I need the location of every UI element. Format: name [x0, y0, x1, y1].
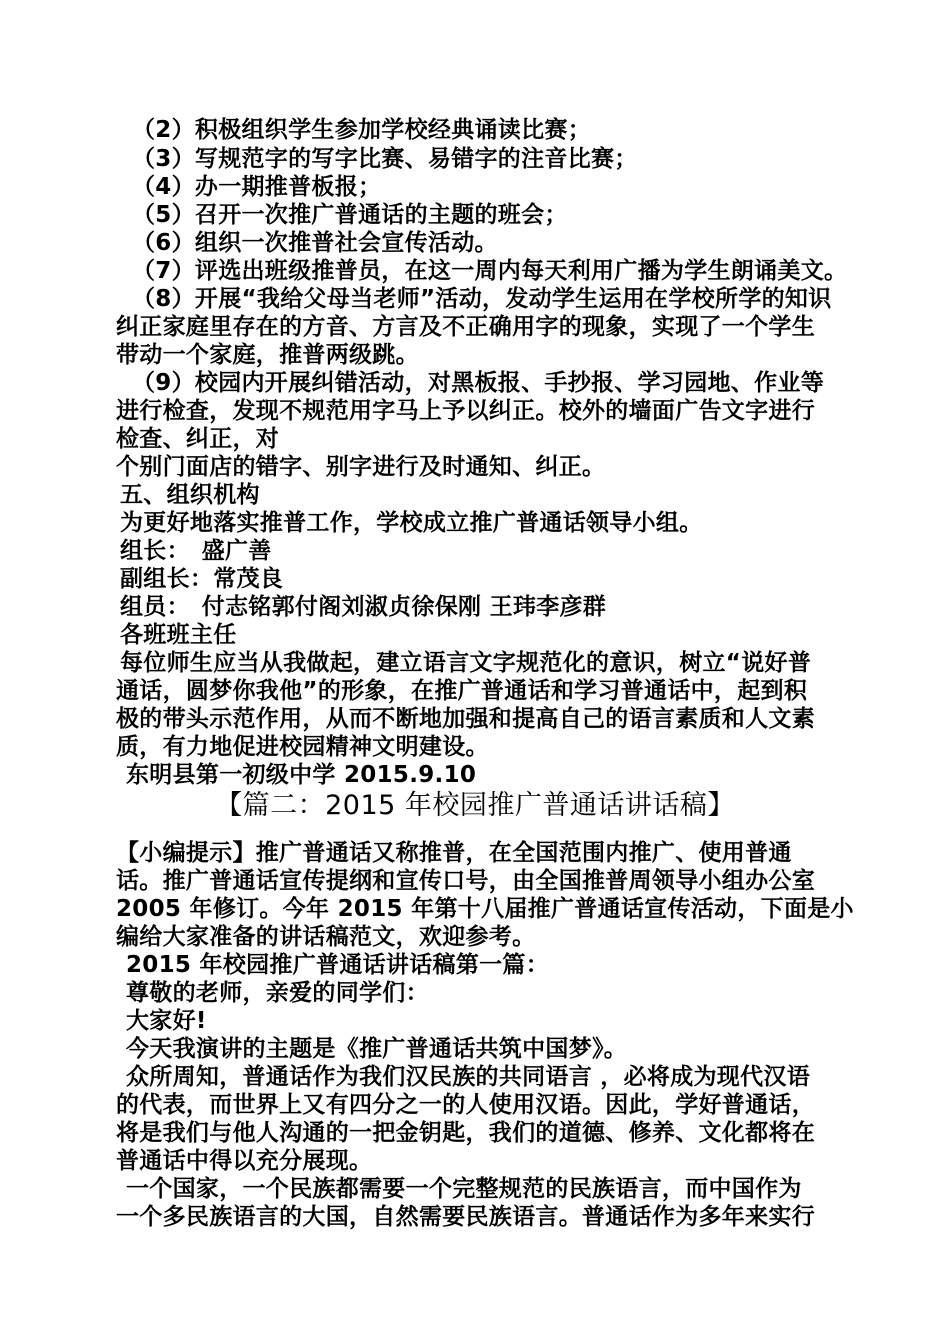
- paragraph-line: 组长： 盛广善: [120, 538, 272, 564]
- paragraph-line: 进行检查，发现不规范用字马上予以纠正。校外的墙面广告文字进行: [116, 398, 815, 424]
- list-item: （5）召开一次推广普通话的主题的班会；: [132, 202, 568, 228]
- paragraph-line: 【小编提示】推广普通话又称推普，在全国范围内推广、使用普通: [116, 840, 792, 866]
- paragraph-line: 通话，圆梦你我他”的形象，在推广普通话和学习普通话中，起到积: [116, 678, 808, 704]
- paragraph-line: 纠正家庭里存在的方音、方言及不正确用字的现象，实现了一个学生: [116, 314, 815, 340]
- list-item: （9）校园内开展纠错活动，对黑板报、手抄报、学习园地、作业等: [132, 370, 825, 396]
- list-item: （3）写规范字的写字比赛、易错字的注音比赛；: [132, 146, 638, 172]
- paragraph-line: 2005 年修订。今年 2015 年第十八届推广普通话宣传活动，下面是小: [116, 896, 854, 922]
- paragraph-line: 带动一个家庭，推普两级跳。: [116, 342, 419, 368]
- paragraph-line: 2015 年校园推广普通话讲话稿第一篇：: [126, 952, 550, 978]
- paragraph-line: 普通话中得以充分展现。: [116, 1148, 373, 1174]
- paragraph-line: 大家好!: [126, 1008, 207, 1034]
- paragraph-line: 质，有力地促进校园精神文明建设。: [116, 734, 489, 760]
- paragraph-line: 为更好地落实推普工作，学校成立推广普通话领导小组。: [120, 510, 703, 536]
- paragraph-line: 编给大家准备的讲话稿范文，欢迎参考。: [116, 924, 536, 950]
- paragraph-line: 话。推广普通话宣传提纲和宣传口号，由全国推普周领导小组办公室: [116, 868, 815, 894]
- paragraph-line: 的代表，而世界上又有四分之一的人使用汉语。因此，学好普通话，: [116, 1092, 815, 1118]
- paragraph-line: 个别门面店的错字、别字进行及时通知、纠正。: [116, 454, 606, 480]
- paragraph-line: 一个多民族语言的大国，自然需要民族语言。普通话作为多年来实行: [116, 1204, 815, 1230]
- paragraph-line: 检查、纠正，对: [116, 426, 280, 452]
- list-item: （6）组织一次推普社会宣传活动。: [132, 230, 498, 256]
- section-heading: 【篇二：2015 年校园推广普通话讲话稿】: [215, 790, 735, 821]
- list-item: （2）积极组织学生参加学校经典诵读比赛；: [132, 117, 592, 143]
- paragraph-line: 一个国家，一个民族都需要一个完整规范的民族语言，而中国作为: [126, 1176, 802, 1202]
- paragraph-line: 副组长：常茂良: [120, 566, 284, 592]
- signature-line: 东明县第一初级中学 2015.9.10: [126, 762, 477, 788]
- section-title: 五、组织机构: [120, 482, 260, 508]
- paragraph-line: 各班班主任: [120, 622, 237, 648]
- paragraph-line: 今天我演讲的主题是《推广普通话共筑中国梦》。: [126, 1036, 628, 1062]
- paragraph-line: 每位师生应当从我做起，建立语言文字规范化的意识，树立“说好普: [120, 650, 812, 676]
- paragraph-line: 极的带头示范作用，从而不断地加强和提高自己的语言素质和人文素: [116, 706, 815, 732]
- list-item: （8）开展“我给父母当老师”活动，发动学生运用在学校所学的知识: [132, 286, 832, 312]
- paragraph-line: 将是我们与他人沟通的一把金钥匙，我们的道德、修养、文化都将在: [116, 1120, 815, 1146]
- list-item: （4）办一期推普板报；: [132, 174, 382, 200]
- paragraph-line: 尊敬的老师，亲爱的同学们：: [126, 980, 429, 1006]
- list-item: （7）评选出班级推普员，在这一周内每天利用广播为学生朗诵美文。: [132, 258, 848, 284]
- paragraph-line: 组员： 付志铭郭付阁刘淑贞徐保刚 王玮李彦群: [120, 594, 607, 620]
- paragraph-line: 众所周知，普通话作为我们汉民族的共同语言 ，必将成为现代汉语: [126, 1064, 811, 1090]
